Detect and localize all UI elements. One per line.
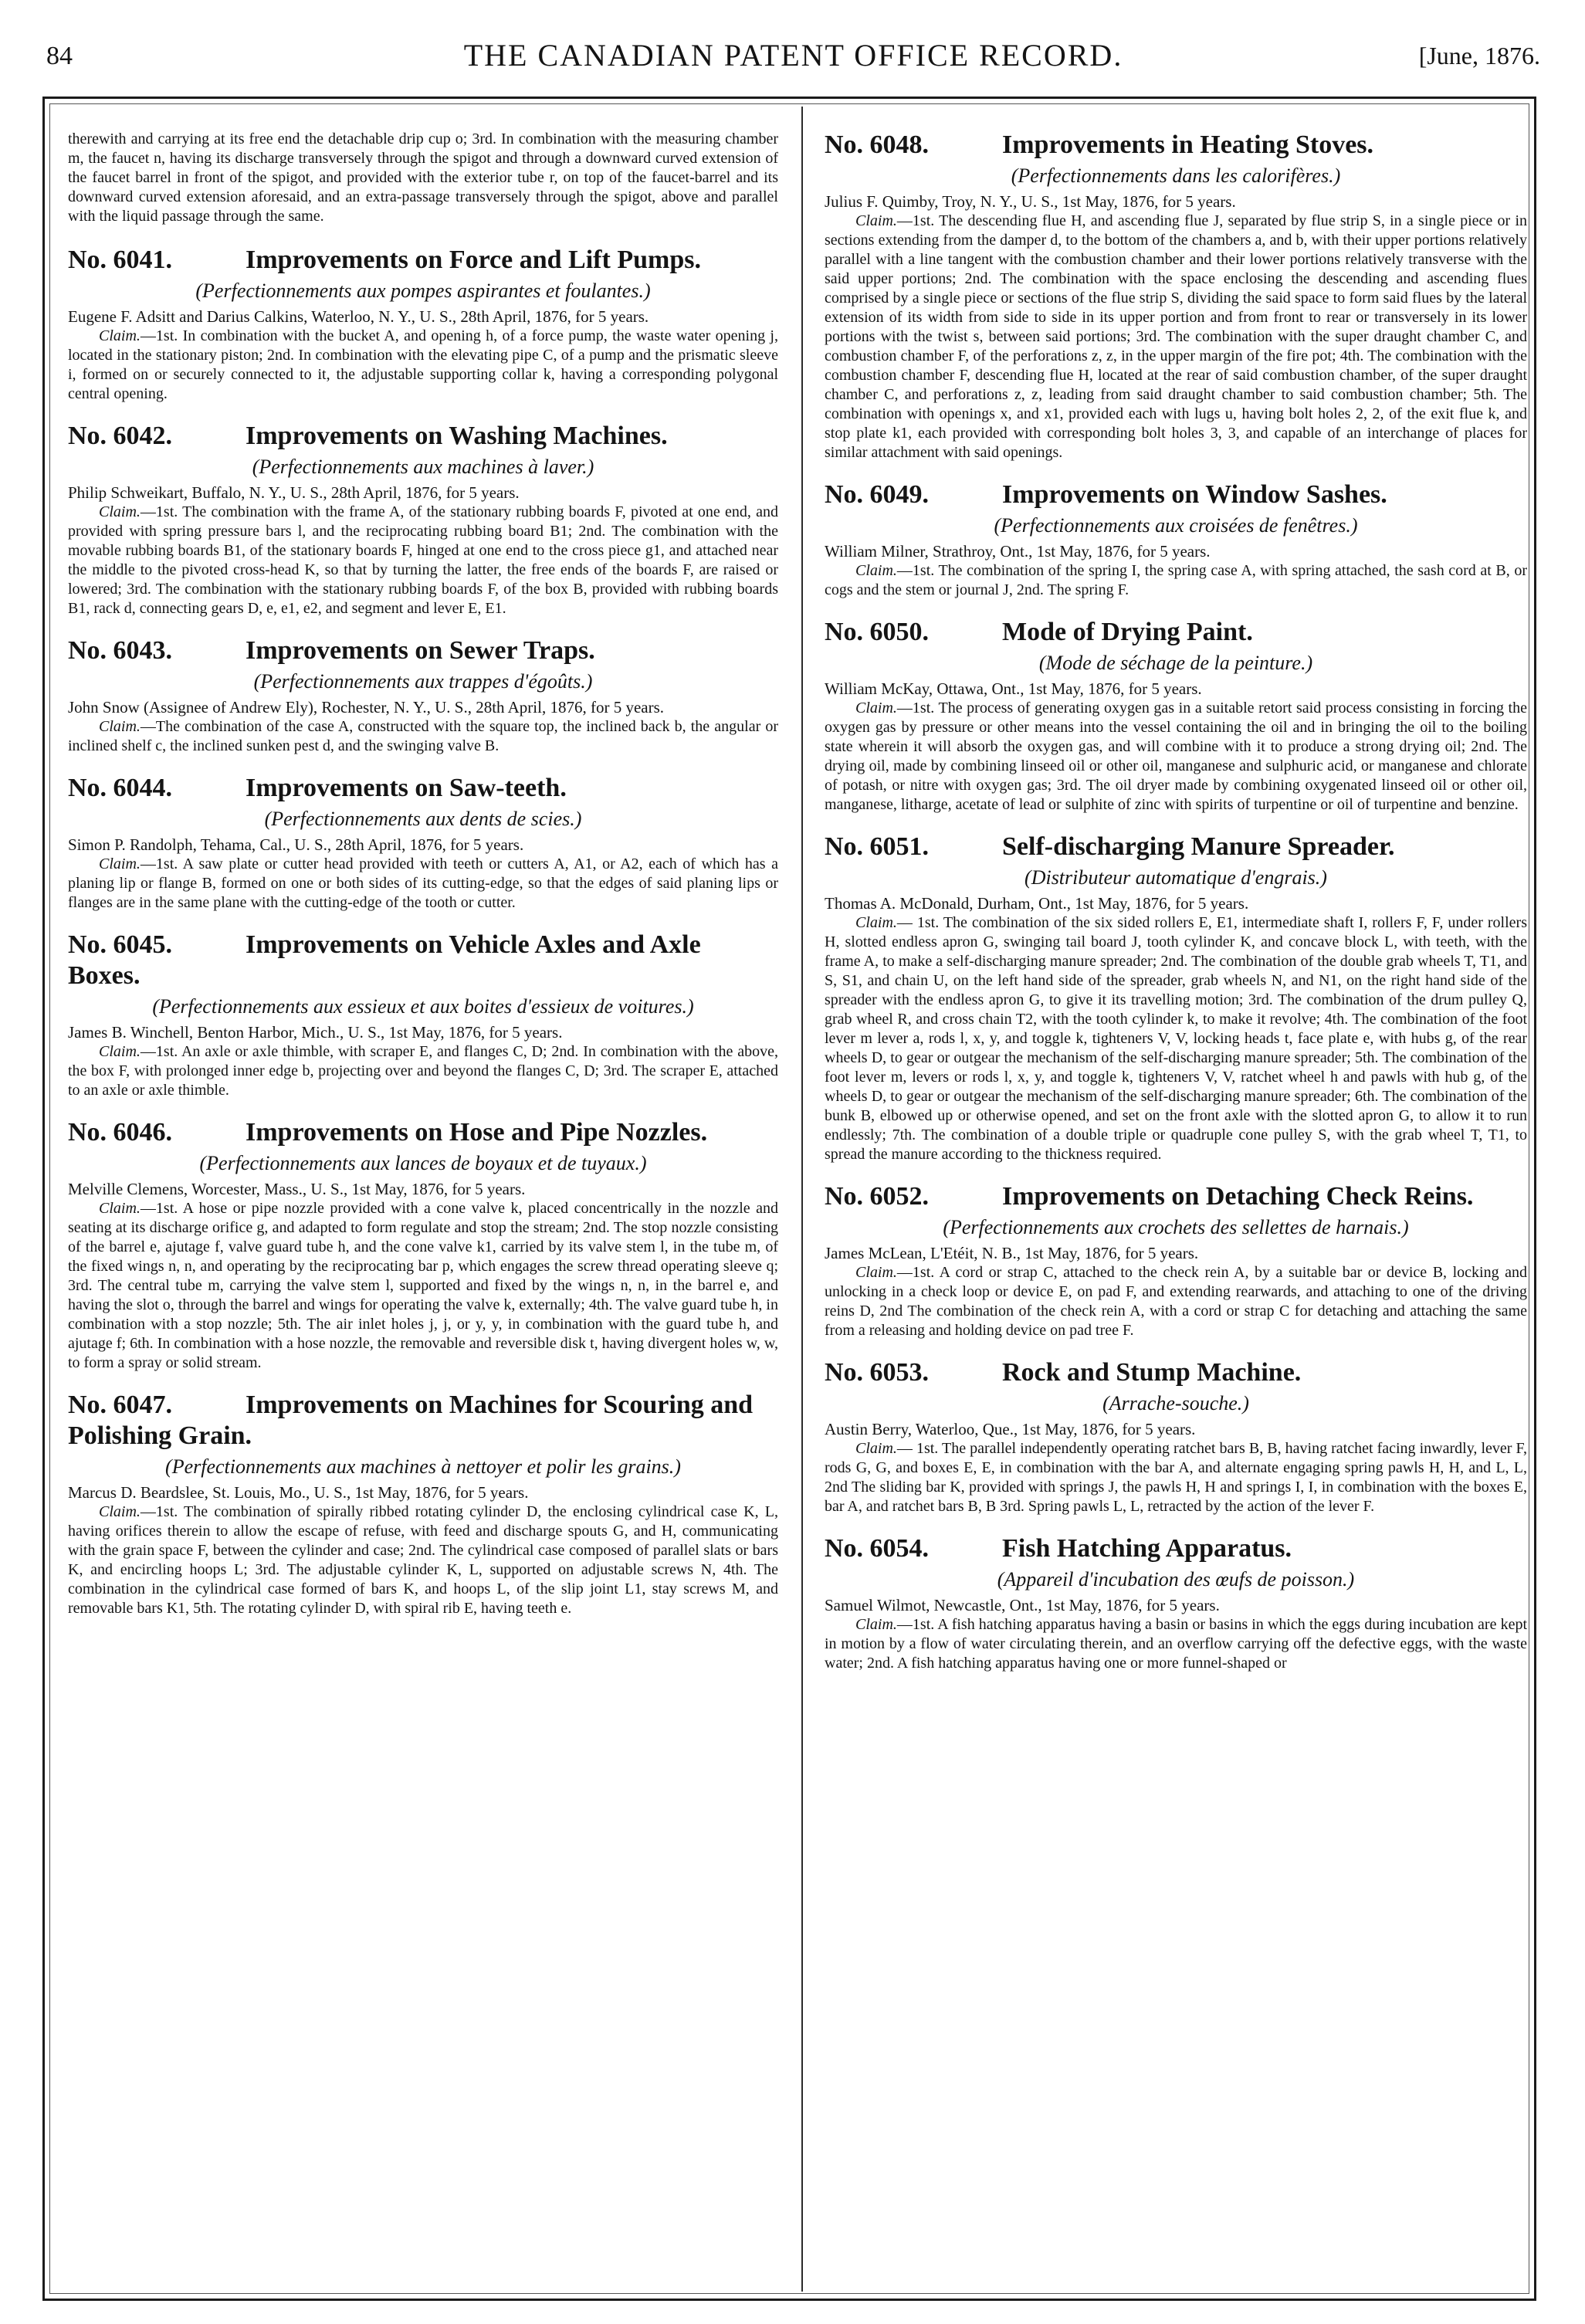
- claim-label: Claim.: [855, 1616, 897, 1633]
- claim-label: Claim.: [855, 562, 897, 579]
- patent-entry: [68, 930, 778, 1100]
- patent-title: Improvements on Force and Lift Pumps.: [246, 246, 701, 274]
- patent-heading: [825, 479, 1527, 510]
- patent-heading: [68, 930, 778, 991]
- patent-entry: [825, 617, 1527, 815]
- patent-inventor: Eugene F. Adsitt and Darius Calkins, Waterloo, N. Y., U. S., 28th April, 1876, for 5 years.: [68, 307, 649, 326]
- claim-label: Claim.: [855, 1440, 897, 1457]
- patent-heading: [68, 1390, 778, 1452]
- patent-inventor: Julius F. Quimby, Troy, N. Y., U. S., 1st May, 1876, for 5 years.: [825, 192, 1236, 211]
- patent-inventor: John Snow (Assignee of Andrew Ely), Rochester, N. Y., U. S., 28th April, 1876, for 5 years.: [68, 698, 664, 717]
- patent-inventor: James McLean, L'Etéit, N. B., 1st May, 1876, for 5 years.: [825, 1244, 1199, 1262]
- claim-label: Claim.: [855, 700, 897, 717]
- patent-inventor: Marcus D. Beardslee, St. Louis, Mo., U. S., 1st May, 1876, for 5 years.: [68, 1483, 529, 1502]
- patent-french-title: (Distributeur automatique d'engrais.): [1024, 866, 1327, 889]
- patent-inventor: William Milner, Strathroy, Ont., 1st May, 1876, for 5 years.: [825, 542, 1211, 561]
- patent-claim: [68, 503, 778, 618]
- patent-claim: [68, 855, 778, 913]
- patent-title: Improvements on Saw-teeth.: [246, 774, 567, 802]
- patent-heading: [68, 635, 778, 666]
- patent-title: Improvements on Machines for Scouring and Polishing Grain.: [68, 1391, 754, 1450]
- patent-claim: [825, 699, 1527, 815]
- claim-text: —1st. The process of generating oxygen gas in a suitable retort said process consisting in forcing the oxygen gas by pressure or other means into the vessel containing the oil and in bringing the oil to the boiling state wherein it will absorb the oxygen gas, and will combine with it to produce a strong drying oil; 2nd. The drying oil, made by combining linseed oil or other oil, manganese and sulphuric acid, or manganese and chlorate of potash, or nitre with oxygen gas; 3rd. The oil dryer made by combining oxygenated linseed oil or other oil, manganese, litharge, acetate of lead or sulphite of zinc with spirits of turpentine or oil of turpentine and benzine.: [825, 700, 1527, 813]
- patent-number: No. 6052.: [825, 1182, 930, 1211]
- patent-heading: [825, 832, 1527, 862]
- patent-claim: [68, 1502, 778, 1618]
- patent-heading: [825, 1533, 1527, 1564]
- patent-inventor: Simon P. Randolph, Tehama, Cal., U. S., 28th April, 1876, for 5 years.: [68, 835, 524, 854]
- patent-claim: [825, 1615, 1527, 1673]
- continued-claim-text: therewith and carrying at its free end the detachable drip cup o; 3rd. In combination with the measuring chamber m, the faucet n, having its discharge transversely through the spigot and through a downward curved extension of the faucet barrel in front of the spigot, and provided with the exterior tube r, on top of the faucet-barrel and its downward curved extension aforesaid, and an extra-passage transversely through the spigot, above and parallel with the liquid passage through the same.: [68, 130, 778, 225]
- patent-french-title: (Perfectionnements aux pompes aspirantes et foulantes.): [195, 279, 651, 302]
- patent-french-title: (Perfectionnements aux croisées de fenêtres.): [994, 514, 1358, 537]
- patent-title: Improvements on Washing Machines.: [246, 422, 668, 450]
- page-number: 84: [46, 42, 73, 70]
- patent-inventor: Philip Schweikart, Buffalo, N. Y., U. S., 28th April, 1876, for 5 years.: [68, 483, 520, 502]
- patent-claim: [825, 1263, 1527, 1340]
- patent-french-title: (Perfectionnements aux essieux et aux boites d'essieux de voitures.): [152, 995, 694, 1018]
- claim-label: Claim.: [855, 212, 897, 229]
- patent-title: Improvements on Detaching Check Reins.: [1002, 1182, 1474, 1211]
- patent-claim: [68, 717, 778, 756]
- patent-number: No. 6046.: [68, 1118, 173, 1147]
- claim-label: Claim.: [855, 914, 897, 931]
- patent-title: Improvements on Vehicle Axles and Axle Boxes.: [68, 930, 701, 990]
- patent-entry: [825, 1181, 1527, 1340]
- patent-number: No. 6045.: [68, 930, 173, 959]
- patent-french-title: (Perfectionnements aux machines à nettoyer et polir les grains.): [165, 1455, 681, 1478]
- patent-title: Improvements on Hose and Pipe Nozzles.: [246, 1118, 708, 1147]
- patent-french-title: (Perfectionnements aux dents de scies.): [264, 808, 582, 830]
- patent-entry: [68, 1117, 778, 1373]
- patent-title: Fish Hatching Apparatus.: [1002, 1534, 1292, 1563]
- patent-claim: [825, 913, 1527, 1164]
- claim-text: — 1st. The parallel independently operating ratchet bars B, B, having ratchet facing inwardly, lever F, rods G, G, and boxes E, E, in combination with the bar A, and alternate engaging spring pawls H, H, and L, L, 2nd The sliding bar K, provided with springs J, the pawls H, H and springs I, I, in combination with the boxes E, bar A, and ratchet bars B, B 3rd. Spring pawls L, L, retracted by the action of the lever F.: [825, 1440, 1527, 1515]
- patent-inventor: Thomas A. McDonald, Durham, Ont., 1st May, 1876, for 5 years.: [825, 894, 1249, 913]
- patent-heading: [68, 245, 778, 276]
- claim-text: —1st. The combination of spirally ribbed rotating cylinder D, the enclosing cylindrical case K, L, having orifices therein to allow the escape of refuse, with feed and discharge spouts G, and H, communicating with the grain space F, between the cylinder and case; 2nd. The cylindrical case composed of parallel slats or bars K, and encircling hoops L; 3rd. The adjustable cylinder K, L, supported on adjustable screws N, 4th. The combination in the cylindrical case formed of bars K, and hoops L, of the slip joint L1, stay screws M, and removable bars K1, 5th. The rotating cylinder D, with spiral rib E, having teeth e.: [68, 1503, 778, 1617]
- claim-text: —1st. An axle or axle thimble, with scraper E, and flanges C, D; 2nd. In combination with the above, the box F, with prolonged inner edge b, projecting over and beyond the flanges C, D; 3rd. The scraper E, attached to an axle or axle thimble.: [68, 1043, 778, 1099]
- patent-heading: [825, 130, 1527, 161]
- patent-french-title: (Perfectionnements aux machines à laver.): [252, 456, 594, 478]
- right-entries: [825, 130, 1527, 1673]
- right-column: [825, 130, 1527, 2292]
- claim-text: —The combination of the case A, constructed with the square top, the inclined back b, the angular or inclined shelf c, the inclined sunken pest d, and the swinging valve B.: [68, 718, 778, 754]
- patent-claim: [68, 1042, 778, 1100]
- patent-entry: [825, 832, 1527, 1164]
- patent-inventor: Austin Berry, Waterloo, Que., 1st May, 1876, for 5 years.: [825, 1420, 1196, 1438]
- patent-claim: [68, 1199, 778, 1373]
- patent-claim: [825, 1439, 1527, 1516]
- patent-heading: [825, 617, 1527, 648]
- page-header: [46, 37, 1540, 83]
- patent-inventor: William McKay, Ottawa, Ont., 1st May, 1876, for 5 years.: [825, 679, 1202, 698]
- patent-number: No. 6042.: [68, 422, 173, 450]
- claim-label: Claim.: [99, 1043, 141, 1060]
- patent-entry: [68, 421, 778, 618]
- claim-text: —1st. A fish hatching apparatus having a basin or basins in which the eggs during incubation are kept in motion by a flow of water circulating therein, and an overflow carrying off the defective eggs, with the waste water; 2nd. A fish hatching apparatus having one or more funnel-shaped or: [825, 1616, 1527, 1672]
- patent-number: No. 6049.: [825, 480, 930, 509]
- claim-label: Claim.: [99, 855, 141, 872]
- patent-heading: [68, 421, 778, 452]
- page-frame: [42, 97, 1536, 2301]
- patent-number: No. 6041.: [68, 246, 173, 274]
- patent-french-title: (Mode de séchage de la peinture.): [1038, 652, 1313, 674]
- patent-entry: [825, 1357, 1527, 1516]
- patent-number: No. 6043.: [68, 636, 173, 665]
- patent-entry: [68, 1390, 778, 1618]
- patent-french-title: (Perfectionnements aux lances de boyaux et de tuyaux.): [199, 1152, 647, 1174]
- patent-entry: [68, 773, 778, 913]
- patent-number: No. 6048.: [825, 130, 930, 159]
- patent-heading: [825, 1181, 1527, 1212]
- issue-date: [June, 1876.: [1418, 42, 1540, 69]
- patent-title: Improvements on Sewer Traps.: [246, 636, 595, 665]
- patent-number: No. 6044.: [68, 774, 173, 802]
- patent-heading: [825, 1357, 1527, 1388]
- claim-text: —1st. A hose or pipe nozzle provided with a cone valve k, placed concentrically in the nozzle and seating at its discharge orifice g, and adapted to form regulate and stop the stream; 2nd. The stop nozzle consisting of the barrel e, ajutage f, valve guard tube h, and the cone valve k1, carried by its valve stem l, in the tube m, of the fixed wings n, n, and operating by the reciprocating bar p, which engages the screw thread operating sleeve q; 3rd. The central tube m, carrying the valve stem l, supported and fixed by the wings n, n, in the barrel e, and having the slot o, through the barrel and wings for operating the valve k, externally; 4th. The valve guard tube h, in combination with a stop nozzle; 5th. The air inlet holes j, j, or y, y, in combination with the guard tube h, and ajutage f; 6th. In combination with a hose nozzle, the removable and reversible disk t, having divergent holes w, w, to form a spray or solid stream.: [68, 1200, 778, 1371]
- patent-inventor: Samuel Wilmot, Newcastle, Ont., 1st May, 1876, for 5 years.: [825, 1596, 1220, 1614]
- patent-french-title: (Perfectionnements aux crochets des sellettes de harnais.): [943, 1216, 1409, 1238]
- claim-text: —1st. The combination with the frame A, of the stationary rubbing boards F, pivoted at one end, and provided with spring pressure bars l, and the reciprocating rubbing board B1; 2nd. The combination with the movable rubbing boards B1, of the stationary boards F, hinged at one end to the cross piece g1, and attached near the middle to the pivoted cross-head K, so that by turning the latter, the free ends of the boards F, are raised or lowered; 3rd. The combination with the stationary rubbing boards F, of the box B, provided with rubbing boards B1, rack d, connecting gears D, e, e1, e2, and segment and lever E, E1.: [68, 503, 778, 617]
- claim-label: Claim.: [99, 503, 141, 520]
- patent-french-title: (Arrache-souche.): [1102, 1392, 1249, 1414]
- patent-entry: [825, 1533, 1527, 1673]
- claim-text: — 1st. The combination of the six sided rollers E, E1, intermediate shaft I, rollers F, F, under rollers H, slotted endless apron G, swinging tail board J, tooth cylinder K, and concave block L, with teeth, with the frame A, to make a self-discharging manure spreader; 2nd. The combination of the double grab wheels T, T1, and S, S1, and chain U, on the left hand side of the spreader, grab wheels N, and N1, on the right hand side of the spreader with the endless apron G, to give it its travelling motion; 3rd. The combination of the drum pulley Q, grab wheel R, and cross chain T2, with the tooth cylinder k, to make it revolve; 4th. The combination of the foot lever m lever a, rods l, x, y, and toggle k, tighteners V, V, locking heads t, face plate e, with hubs g, of the rear wheels D, to gear or outgear the mechanism of the self-discharging manure spreader; 5th. The combination of the foot lever m, levers or rods l, x, y, and toggle k, tighteners V, V, ratchet wheel h and pawls with hub g, of the wheels D, to gear or outgear the mechanism of the self-discharging manure spreader; 6th. The combination of the bunk B, elbowed up or otherwise opened, and set on the front axle with the slotted apron G, to allow it to run endlessly; 7th. The combination of a double triple or quadruple cone pulley S, with the grab wheel T, T1, to spread the manure according to the thickness required.: [825, 914, 1527, 1163]
- claim-label: Claim.: [855, 1264, 897, 1281]
- claim-text: —1st. A saw plate or cutter head provided with teeth or cutters A, A1, or A2, each of which has a planing lip or flange B, formed on one or both sides of its cutting-edge, so that the edges of said planing lips or flanges are in the same plane with the cutting-edge of the tooth or cutter.: [68, 855, 778, 911]
- patent-claim: [825, 561, 1527, 600]
- claim-label: Claim.: [99, 1503, 141, 1520]
- patent-entry: [68, 635, 778, 756]
- patent-title: Improvements in Heating Stoves.: [1002, 130, 1374, 159]
- patent-number: No. 6051.: [825, 832, 930, 861]
- patent-number: No. 6053.: [825, 1358, 930, 1387]
- patent-title: Improvements on Window Sashes.: [1002, 480, 1387, 509]
- patent-title: Mode of Drying Paint.: [1002, 618, 1253, 646]
- patent-french-title: (Perfectionnements aux trappes d'égoûts.): [253, 670, 593, 693]
- patent-inventor: James B. Winchell, Benton Harbor, Mich., U. S., 1st May, 1876, for 5 years.: [68, 1023, 563, 1042]
- publication-title: THE CANADIAN PATENT OFFICE RECORD.: [463, 38, 1123, 73]
- patent-claim: [68, 327, 778, 404]
- patent-claim: [825, 212, 1527, 462]
- patent-title: Self-discharging Manure Spreader.: [1002, 832, 1395, 861]
- claim-label: Claim.: [99, 1200, 141, 1217]
- patent-french-title: (Appareil d'incubation des œufs de poisson.): [997, 1568, 1355, 1591]
- claim-text: —1st. The descending flue H, and ascending flue J, separated by flue strip S, in a single piece or in sections extending from the damper d, to the bottom of the chambers a, and b, with their upper portions relatively parallel with a line tangent with the combustion chamber and their lower portions relatively transverse with the said upper portions; 2nd. The combination with the space enclosing the descending and ascending flues comprised by a single piece or sections of the flue strip S, dividing the said space to form said flues by the lateral extension of its width from side to side in its upper portion and from front to rear or transversely in its lower portions with the twist s, between said portions; 3rd. The combination with the super draught chamber C, and combustion chamber F, of the perforations z, z, in the upper margin of the fire pot; 4th. The combination with the combustion chamber F, descending flue H, located at the rear of said combustion chamber, of the super draught chamber C, and perforations z, z, leading from said draught chamber to said combustion chamber; 5th. The combination with openings x, and x1, provided each with lugs u, having bolt holes 2, 2, of the exit flue k, and stop plate k1, each provided with corresponding bolt holes 3, 3, and capable of an interchange of places for similar attachment with said openings.: [825, 212, 1527, 461]
- left-entries: [68, 245, 778, 1618]
- claim-label: Claim.: [99, 718, 141, 735]
- patent-inventor: Melville Clemens, Worcester, Mass., U. S., 1st May, 1876, for 5 years.: [68, 1180, 526, 1198]
- patent-heading: [68, 1117, 778, 1148]
- patent-heading: [68, 773, 778, 804]
- patent-entry: [825, 479, 1527, 600]
- claim-text: —1st. The combination of the spring I, the spring case A, with spring attached, the sash cord at B, or cogs and the stem or journal J, 2nd. The spring F.: [825, 562, 1527, 598]
- patent-entry: [68, 245, 778, 404]
- claim-text: —1st. A cord or strap C, attached to the check rein A, by a suitable bar or device B, locking and unlocking in a check loop or device E, on pad F, and extending rearwards, and attaching to one of the driving reins D, 2nd The combination of the check rein A, with a cord or strap C for detaching and attaching the same from a releasing and holding device on pad tree F.: [825, 1264, 1527, 1339]
- patent-number: No. 6054.: [825, 1534, 930, 1563]
- claim-text: —1st. In combination with the bucket A, and opening h, of a force pump, the waste water opening j, located in the stationary piston; 2nd. In combination with the elevating pipe C, of a pump and the prismatic sleeve i, formed on or securely connected to it, the adjustable supporting collar k, having a corresponding polygonal central opening.: [68, 327, 778, 402]
- patent-number: No. 6047.: [68, 1391, 173, 1419]
- patent-entry: [825, 130, 1527, 462]
- claim-label: Claim.: [99, 327, 141, 344]
- patent-french-title: (Perfectionnements dans les calorifères.): [1011, 164, 1341, 187]
- column-divider: [801, 107, 803, 2292]
- patent-title: Rock and Stump Machine.: [1002, 1358, 1302, 1387]
- left-column: [68, 130, 778, 2292]
- patent-number: No. 6050.: [825, 618, 930, 646]
